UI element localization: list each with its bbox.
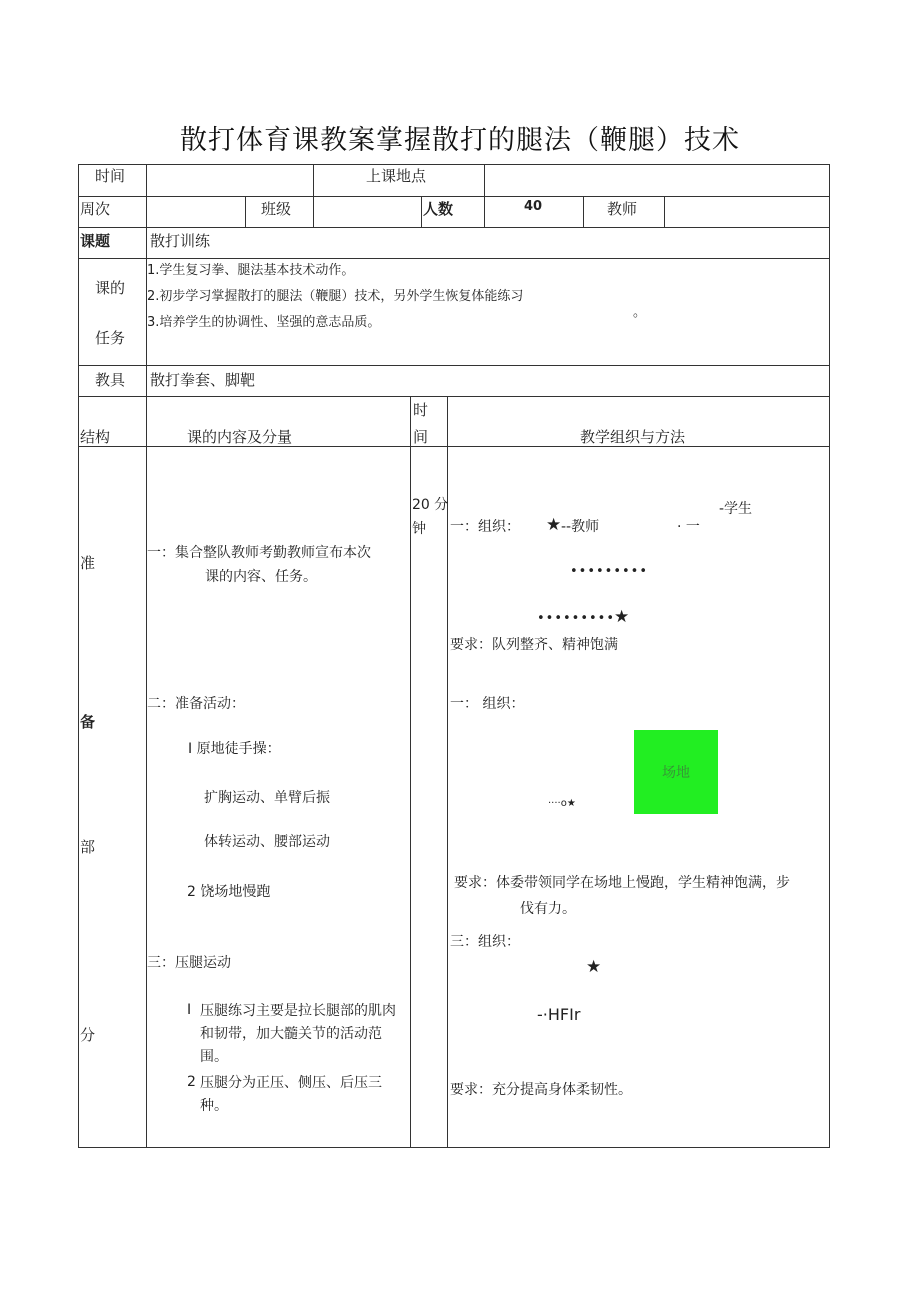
requirement-2-line2: 伐有力。: [520, 901, 576, 917]
task-item-2: 2.初步学习掌握散打的腿法（鞭腿）技术，另外学生恢复体能练习: [147, 289, 524, 304]
student-dot-legend: · 一: [677, 519, 700, 535]
content-part3-title: 三：压腿运动: [147, 955, 231, 971]
content-heading: 课的内容及分量: [187, 428, 293, 446]
formation-star-icon: ★: [614, 607, 630, 627]
equipment-label: 教具: [95, 371, 126, 389]
content-part1-line2: 课的内容、任务。: [205, 569, 317, 585]
time-heading-2: 间: [413, 428, 429, 446]
teacher-label: 教师: [607, 200, 638, 218]
time-label: 时间: [95, 167, 126, 185]
teacher-star-icon: ★: [546, 515, 562, 535]
topic-value: 散打训练: [150, 232, 211, 250]
place-label: 上课地点: [366, 167, 427, 185]
org3-star-icon: ★: [586, 957, 602, 977]
content-part3-item1: 压腿练习主要是拉长腿部的肌肉和韧带，加大髓关节的活动范围。: [200, 1003, 396, 1065]
topic-label: 课题: [80, 232, 111, 250]
content-part3-item2: 压腿分为正压、侧压、后压三种。: [200, 1075, 382, 1114]
org3-formation: -·HFIr: [537, 1005, 581, 1024]
requirement-2-line1: 要求：体委带领同学在场地上慢跑，学生精神饱满，步: [454, 875, 790, 891]
student-legend: -学生: [719, 501, 753, 517]
requirement-1: 要求：队列整齐、精神饱满: [450, 637, 618, 653]
requirement-3: 要求：充分提高身体柔韧性。: [450, 1082, 632, 1098]
count-value: 40: [524, 199, 543, 214]
content-part3-item1-marker: I: [187, 1002, 192, 1018]
content-part3-item2-marker: 2: [187, 1074, 196, 1090]
content-part2-sub1b: 体转运动、腰部运动: [204, 834, 330, 850]
task-label-1: 课的: [95, 279, 126, 297]
duration-line-1: 20 分: [412, 497, 449, 513]
formation-dots-row1: •••••••••: [570, 564, 649, 579]
content-part2-sub2: 2 饶场地慢跑: [187, 884, 271, 900]
section-char-2: 备: [80, 713, 96, 731]
formation-dots-row2: •••••••••: [537, 611, 616, 626]
teacher-legend: --教师: [561, 519, 600, 535]
playing-field: 场地: [634, 730, 718, 814]
class-label: 班级: [261, 200, 292, 218]
document-title: 散打体育课教案掌握散打的腿法（鞭腿）技术: [180, 125, 740, 156]
count-label: 人数: [423, 200, 454, 218]
time-heading-1: 时: [413, 401, 429, 419]
equipment-value: 散打拳套、脚靶: [150, 371, 256, 389]
org1-label: 一：组织：: [450, 519, 520, 535]
org3-label: 三：组织：: [450, 934, 520, 950]
section-char-3: 部: [80, 838, 96, 856]
content-part1-line1: 一：集合整队教师考勤教师宣布本次: [147, 545, 371, 561]
runner-marks: ····o★: [548, 798, 576, 809]
duration-line-2: 钟: [412, 521, 426, 537]
content-part2-title: 二：准备活动：: [147, 696, 245, 712]
structure-heading: 结构: [80, 428, 111, 446]
task-label-2: 任务: [95, 329, 126, 347]
section-char-1: 准: [80, 554, 96, 572]
content-part2-sub1: I 原地徒手操：: [188, 741, 281, 757]
content-part2-sub1a: 扩胸运动、单臂后振: [204, 790, 330, 806]
week-label: 周次: [80, 200, 111, 218]
section-char-4: 分: [80, 1026, 96, 1044]
task-item-3: 3.培养学生的协调性、坚强的意志品质。: [147, 315, 381, 330]
task-item-1: 1.学生复习拳、腿法基本技术动作。: [147, 263, 355, 278]
task-trailing-mark: 。: [633, 305, 647, 320]
org2-label: 一： 组织：: [450, 696, 525, 712]
method-heading: 教学组织与方法: [580, 428, 686, 446]
